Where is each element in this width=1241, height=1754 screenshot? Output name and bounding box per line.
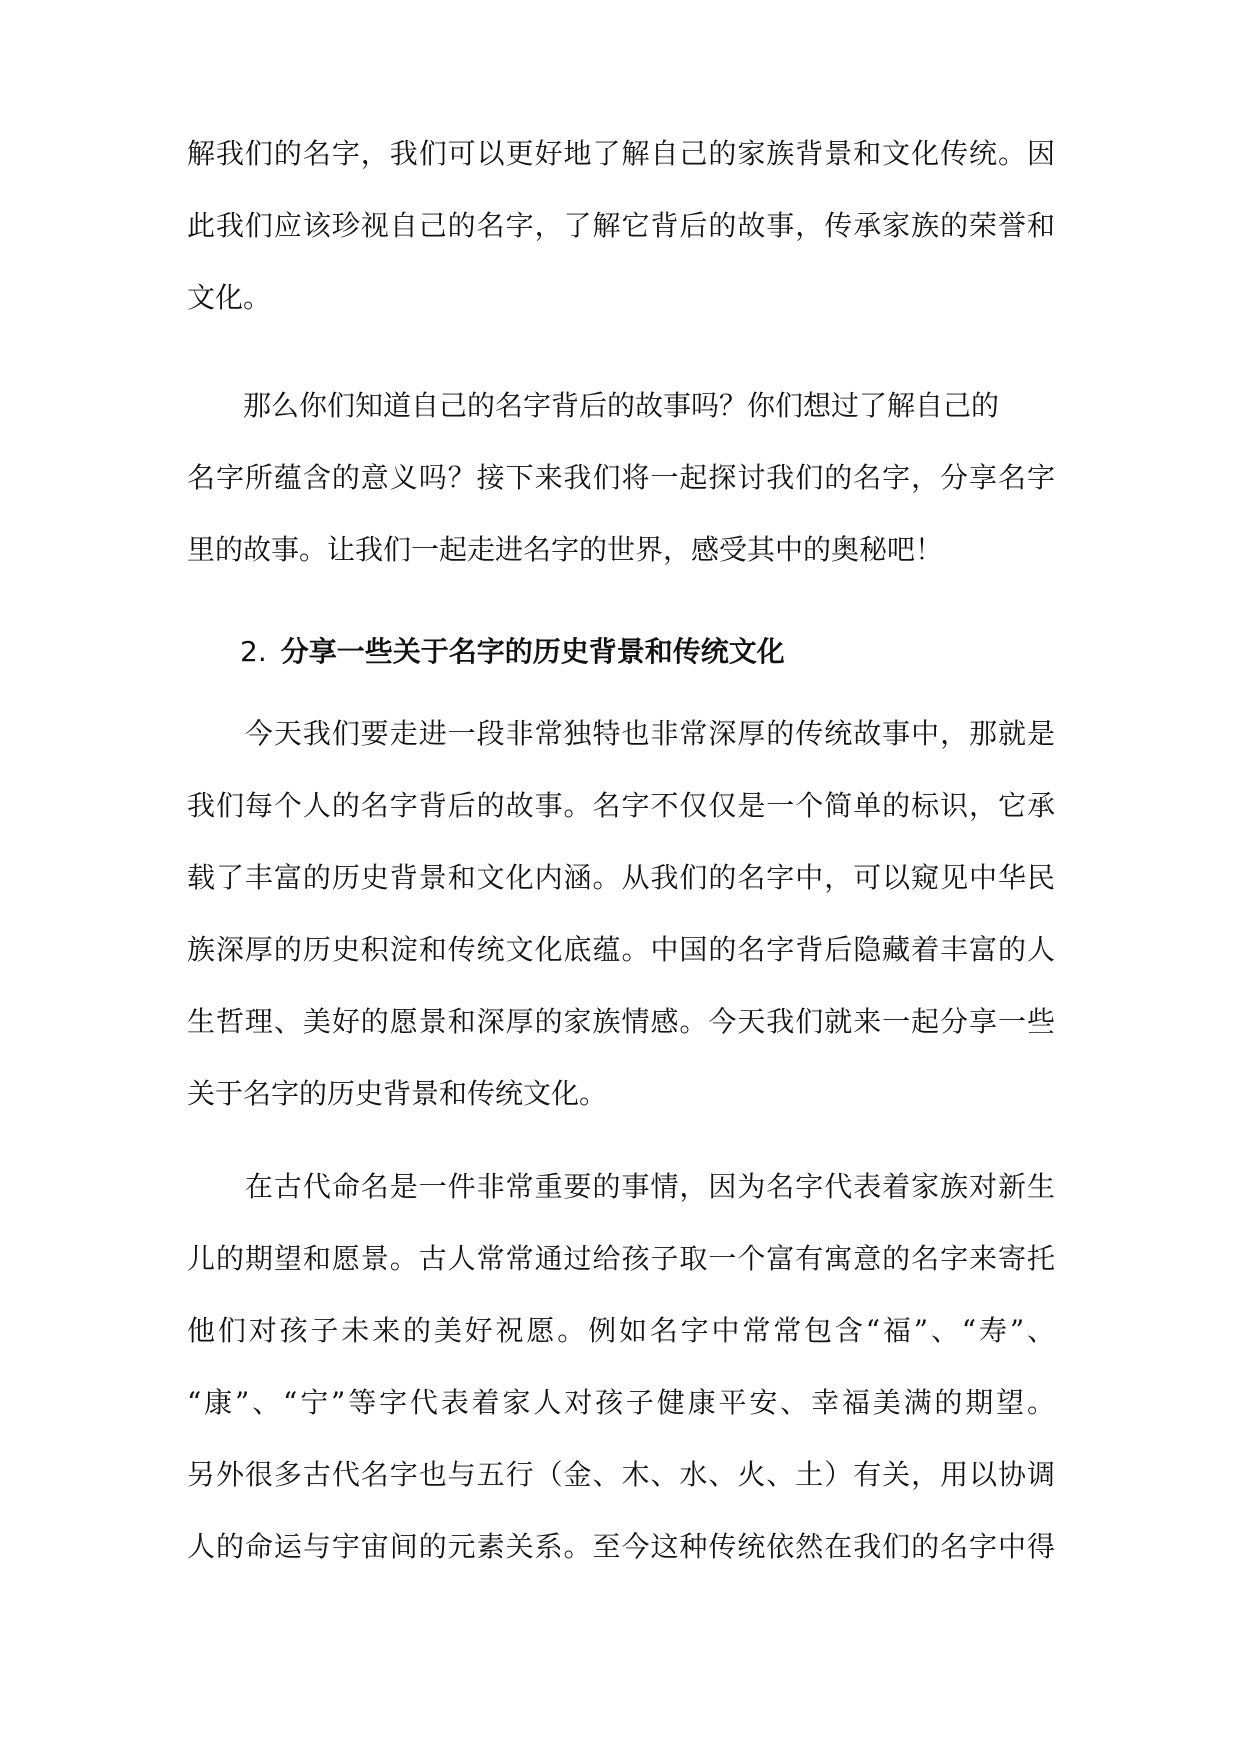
text-line: “康”、“宁”等字代表着家人对孩子健康平安、幸福美满的期望。 [187, 1386, 1055, 1419]
text-line: 此我们应该珍视自己的名字，了解它背后的故事，传承家族的荣誉和 [187, 209, 1055, 242]
text-line: 族深厚的历史积淀和传统文化底蕴。中国的名字背后隐藏着丰富的人 [187, 933, 1055, 966]
text-line: 里的故事。让我们一起走进名字的世界，感受其中的奥秘吧！ [187, 533, 944, 566]
text-line: 在古代命名是一件非常重要的事情，因为名字代表着家族对新生 [187, 1170, 1055, 1203]
paragraph-name-story-question [187, 370, 1055, 586]
paragraph-family-background [187, 118, 1055, 334]
section-title: 分享一些关于名字的历史背景和传统文化 [280, 635, 785, 668]
text-line: 另外很多古代名字也与五行（金、木、水、火、土）有关，用以协调 [187, 1458, 1055, 1491]
text-line: 今天我们要走进一段非常独特也非常深厚的传统故事中，那就是 [187, 717, 1055, 750]
text-line: 那么你们知道自己的名字背后的故事吗？你们想过了解自己的 [187, 389, 1000, 422]
text-line: 他们对孩子未来的美好祝愿。例如名字中常常包含“福”、“寿”、 [187, 1314, 1055, 1347]
text-line: 关于名字的历史背景和传统文化。 [187, 1077, 608, 1110]
section-heading [240, 630, 785, 674]
text-line: 文化。 [187, 281, 272, 314]
text-line: 解我们的名字，我们可以更好地了解自己的家族背景和文化传统。因 [187, 137, 1055, 170]
text-line: 载了丰富的历史背景和文化内涵。从我们的名字中，可以窥见中华民 [187, 861, 1055, 894]
paragraph-history-intro [187, 698, 1055, 1130]
text-line: 名字所蕴含的意义吗？接下来我们将一起探讨我们的名字，分享名字 [187, 461, 1055, 494]
text-line: 儿的期望和愿景。古人常常通过给孩子取一个富有寓意的名字来寄托 [187, 1242, 1055, 1275]
text-line: 生哲理、美好的愿景和深厚的家族情感。今天我们就来一起分享一些 [187, 1005, 1055, 1038]
text-line: 我们每个人的名字背后的故事。名字不仅仅是一个简单的标识，它承 [187, 789, 1055, 822]
paragraph-ancient-naming [187, 1151, 1055, 1583]
section-number: 2. [240, 635, 267, 668]
text-line: 人的命运与宇宙间的元素关系。至今这种传统依然在我们的名字中得 [187, 1530, 1055, 1563]
